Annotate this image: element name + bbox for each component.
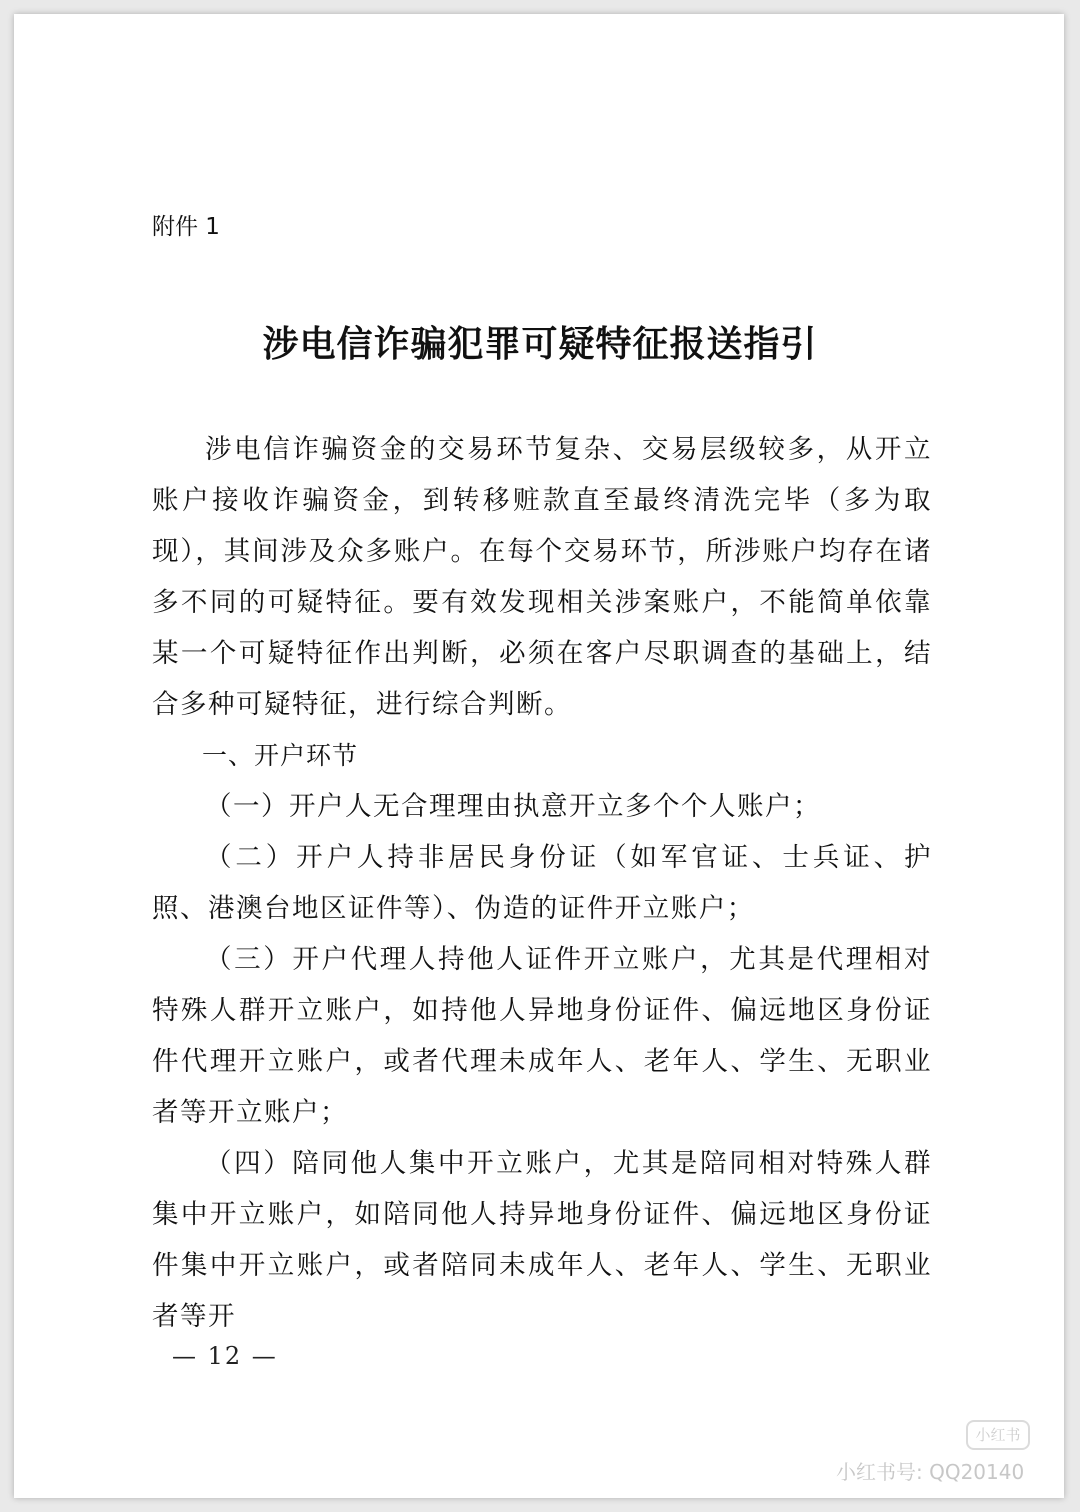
- page-number: — 12 —: [172, 1342, 278, 1370]
- intro-paragraph: 涉电信诈骗资金的交易环节复杂、交易层级较多，从开立账户接收诈骗资金，到转移赃款直至最终清洗完毕（多为取现），其间涉及众多账户。在每个交易环节，所涉账户均存在诸多不同的可疑特征。要有效发现相关涉案账户，不能简单依靠某一个可疑特征作出判断，必须在客户尽职调查的基础上，结合多种可疑特征，进行综合判断。: [152, 434, 932, 720]
- list-item: （一）开户人无合理理由执意开立多个个人账户；: [205, 791, 821, 822]
- section-heading: 一、开户环节: [202, 741, 359, 770]
- list-item: （四）陪同他人集中开立账户，尤其是陪同相对特殊人群集中开立账户，如陪同他人持异地身份证件、偏远地区身份证件集中开立账户，或者陪同未成年人、老年人、学生、无职业者等开: [152, 1148, 932, 1332]
- list-item: （二）开户人持非居民身份证（如军官证、士兵证、护照、港澳台地区证件等）、伪造的证件开立账户；: [152, 842, 932, 924]
- document-title: 涉电信诈骗犯罪可疑特征报送指引: [262, 324, 818, 365]
- document-body: [152, 424, 932, 1342]
- list-item: （三）开户代理人持他人证件开立账户，尤其是代理相对特殊人群开立账户，如持他人异地身份证件、偏远地区身份证件代理开立账户，或者代理未成年人、老年人、学生、无职业者等开立账户；: [152, 944, 932, 1128]
- watermark-id-text: 小红书号: QQ20140: [836, 1460, 1025, 1484]
- attachment-label: 附件 1: [152, 214, 220, 240]
- watermark-logo: 小红书: [966, 1420, 1030, 1450]
